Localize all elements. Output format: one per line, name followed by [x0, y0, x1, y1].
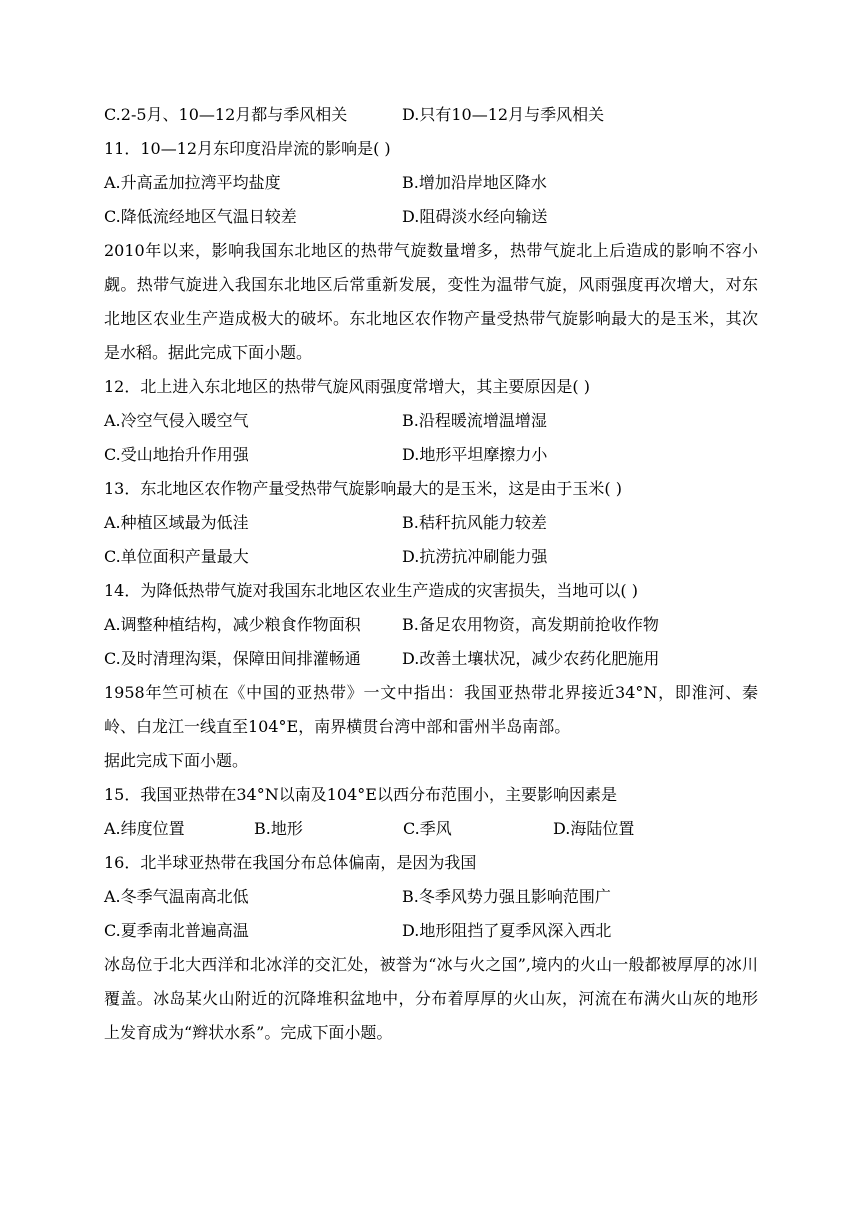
q11-options-row-cd: [104, 200, 758, 234]
q10-option-c: C.2-5月、10—12月都与季风相关: [104, 105, 348, 124]
q14-option-b: B.备足农用物资，高发期前抢收作物: [402, 615, 659, 634]
exam-page: [104, 98, 758, 1050]
q15-option-c: C.季风: [403, 819, 452, 838]
q10-option-d: D.只有10—12月与季风相关: [402, 105, 605, 124]
q13-options-row-ab: [104, 506, 758, 540]
passage-tropical-cyclone: 2010年以来，影响我国东北地区的热带气旋数量增多，热带气旋北上后造成的影响不容小觑。热带气旋进入我国东北地区后常重新发展，变性为温带气旋，风雨强度再次增大，对东北地区农业生产造成极大的破坏。东北地区农作物产量受热带气旋影响最大的是玉米，其次是水稻。据此完成下面小题。: [104, 241, 758, 362]
passage-subtropics: 1958年竺可桢在《中国的亚热带》一文中指出：我国亚热带北界接近34°N，即淮河、秦岭、白龙江一线直至104°E，南界横贯台湾中部和雷州半岛南部。: [104, 683, 758, 736]
q15-option-d: D.海陆位置: [553, 819, 635, 838]
q11-options-row-ab: [104, 166, 758, 200]
q11-option-b: B.增加沿岸地区降水: [402, 173, 547, 192]
q13-stem: 13．东北地区农作物产量受热带气旋影响最大的是玉米，这是由于玉米( ): [104, 479, 622, 498]
q15-option-a: A.纬度位置: [104, 819, 185, 838]
q12-option-c: C.受山地抬升作用强: [104, 445, 249, 464]
passage-iceland: 冰岛位于北大西洋和北冰洋的交汇处，被誉为“冰与火之国”,境内的火山一般都被厚厚的冰川覆盖。冰岛某火山附近的沉降堆积盆地中，分布着厚厚的火山灰，河流在布满火山灰的地形上发育成为“辫状水系”。完成下面小题。: [104, 955, 758, 1042]
q11-option-c: C.降低流经地区气温日较差: [104, 207, 297, 226]
q14-options-row-cd: [104, 642, 758, 676]
q14-option-a: A.调整种植结构，减少粮食作物面积: [104, 615, 361, 634]
q12-options-row-cd: [104, 438, 758, 472]
q14-option-d: D.改善土壤状况，减少农药化肥施用: [402, 649, 660, 668]
q10-options-row-cd: [104, 98, 758, 132]
q13-option-a: A.种植区域最为低洼: [104, 513, 249, 532]
q16-options-row-ab: [104, 880, 758, 914]
q16-option-d: D.地形阻挡了夏季风深入西北: [402, 921, 612, 940]
q16-option-a: A.冬季气温南高北低: [104, 887, 249, 906]
q16-stem: 16．北半球亚热带在我国分布总体偏南，是因为我国: [104, 853, 477, 872]
q13-option-b: B.秸秆抗风能力较差: [402, 513, 547, 532]
q11-stem: 11．10—12月东印度沿岸流的影响是( ): [104, 139, 391, 158]
q14-options-row-ab: [104, 608, 758, 642]
q12-option-a: A.冷空气侵入暖空气: [104, 411, 249, 430]
q15-option-b: B.地形: [254, 819, 303, 838]
q12-stem: 12．北上进入东北地区的热带气旋风雨强度常增大，其主要原因是( ): [104, 377, 590, 396]
q12-options-row-ab: [104, 404, 758, 438]
q16-option-c: C.夏季南北普遍高温: [104, 921, 249, 940]
q12-option-d: D.地形平坦摩擦力小: [402, 445, 548, 464]
q14-option-c: C.及时清理沟渠，保障田间排灌畅通: [104, 649, 361, 668]
q11-option-a: A.升高孟加拉湾平均盐度: [104, 173, 281, 192]
q13-option-c: C.单位面积产量最大: [104, 547, 249, 566]
q13-options-row-cd: [104, 540, 758, 574]
passage-subtropics-instruction: 据此完成下面小题。: [104, 751, 249, 770]
q11-option-d: D.阻碍淡水经向输送: [402, 207, 548, 226]
q14-stem: 14．为降低热带气旋对我国东北地区农业生产造成的灾害损失，当地可以( ): [104, 581, 638, 600]
q13-option-d: D.抗涝抗冲刷能力强: [402, 547, 548, 566]
q15-stem: 15．我国亚热带在34°N以南及104°E以西分布范围小，主要影响因素是: [104, 785, 617, 804]
q12-option-b: B.沿程暖流增温增湿: [402, 411, 547, 430]
q16-options-row-cd: [104, 914, 758, 948]
q16-option-b: B.冬季风势力强且影响范围广: [402, 887, 611, 906]
q15-options-row: [104, 812, 758, 846]
